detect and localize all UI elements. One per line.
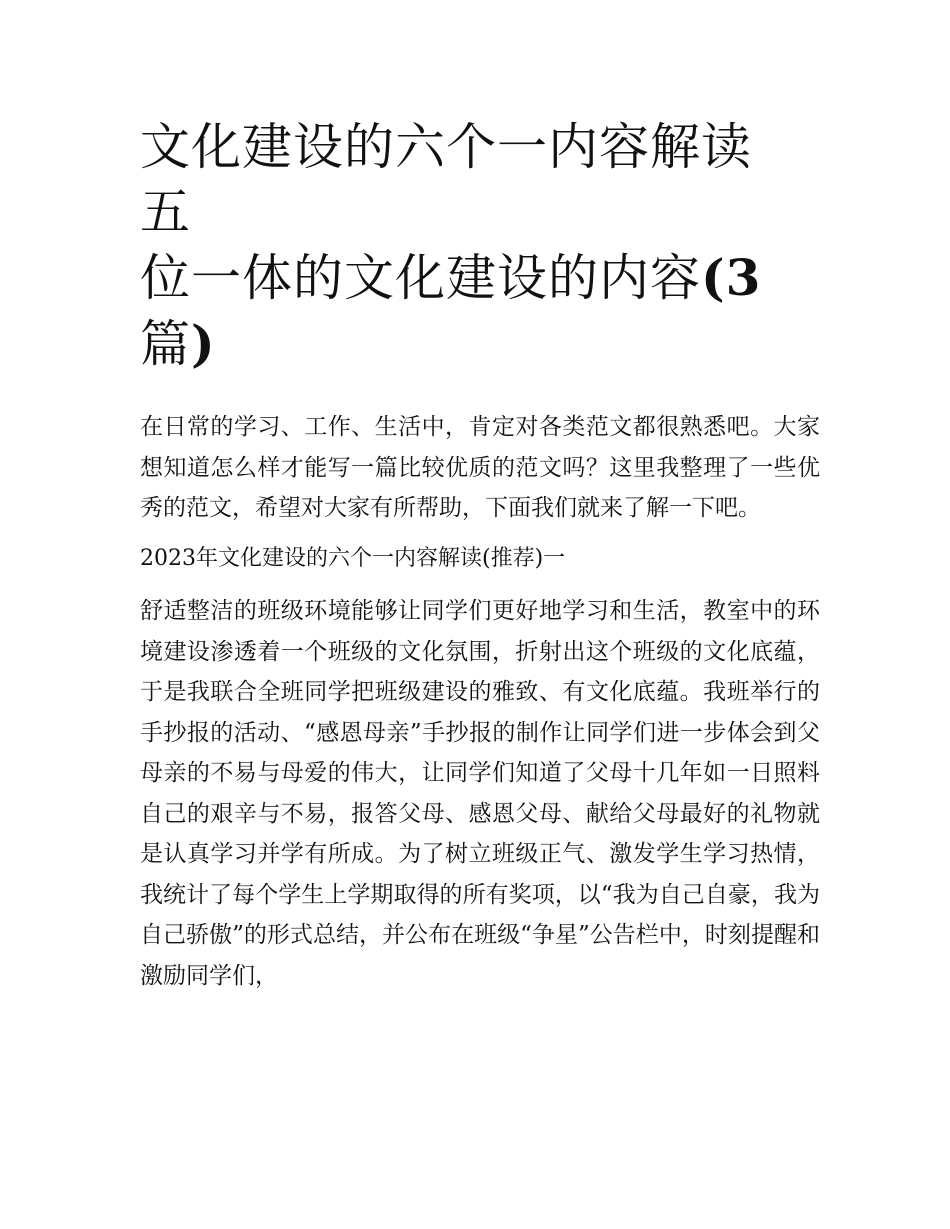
title-line-2: 位一体的文化建设的内容 [140,249,701,307]
title-line-3-suffix: ) [191,314,216,373]
document-body [140,407,820,996]
section-paragraph: 舒适整洁的班级环境能够让同学们更好地学习和生活，教室中的环境建设渗透着一个班级的文化氛围，折射出这个班级的文化底蕴，于是我联合全班同学把班级建设的雅致、有文化底蕴。我班举行的手抄报的活动、“感恩母亲”手抄报的制作让同学们进一步体会到父母亲的不易与母爱的伟大，让同学们知道了父母十几年如一日照料自己的艰辛与不易，报答父母、感恩父母、献给父母最好的礼物就是认真学习并学有所成。为了树立班级正气、激发学生学习热情，我统计了每个学生上学期取得的所有奖项，以“我为自己自豪，我为自己骄傲”的形式总结，并公布在班级“争星”公告栏中，时刻提醒和激励同学们， [140,598,820,989]
title-line-3: 篇 [140,315,191,373]
title-line-1: 文化建设的六个一内容解读 五 [140,118,752,241]
section-heading: 2023年文化建设的六个一内容解读(推荐)一 [140,545,566,571]
title-line-2-suffix: (3 [701,248,762,307]
document-title [140,115,810,377]
intro-paragraph: 在日常的学习、工作、生活中，肯定对各类范文都很熟悉吧。大家想知道怎么样才能写一篇比较优质的范文吗？这里我整理了一些优秀的范文，希望对大家有所帮助，下面我们就来了解一下吧。 [140,414,820,521]
document-page [140,115,820,1006]
